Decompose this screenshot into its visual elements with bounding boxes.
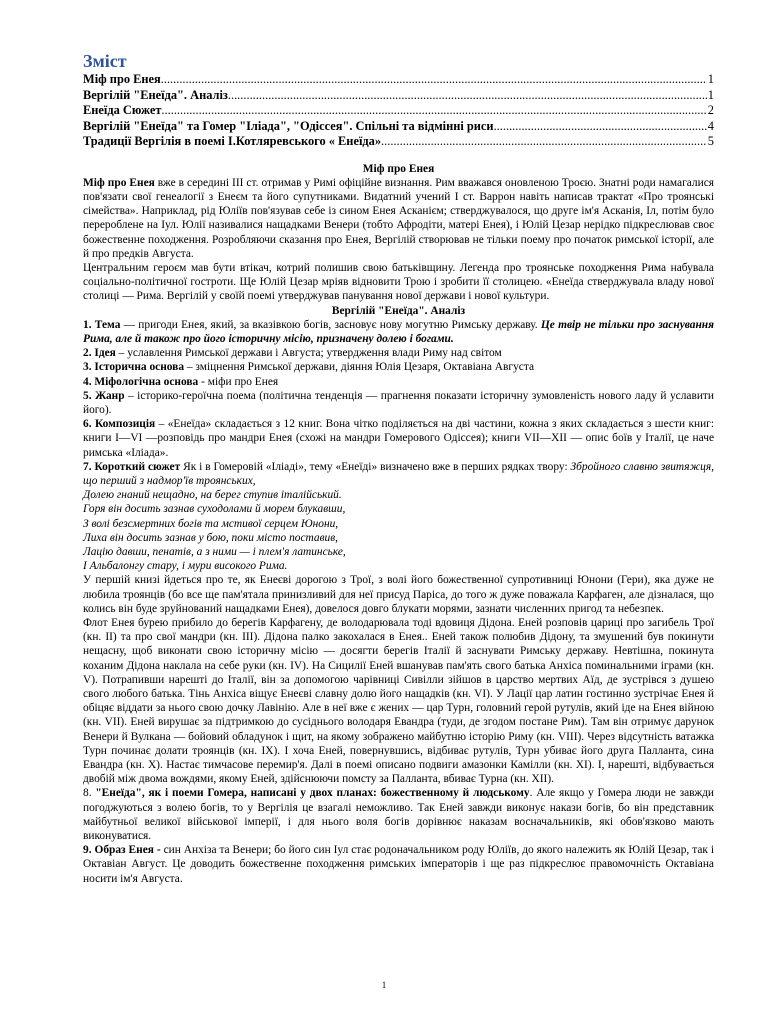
paragraph: Центральним героєм мав бути втікач, котрий полишив свою батьківщину. Легенда про троянське походження Рима набувала соціально-політичної гостроти. Ще Юлій Цезар мріяв відновити Трою і зробити її столицею. «Енеїда стверджувала владу нової столиці — Рима. Вергілій у своїй поемі утверджував панування нової держави і нової культури. bbox=[83, 261, 714, 303]
analysis-item-mythological: 4. Міфологічна основа - міфи про Енея bbox=[83, 375, 279, 388]
paragraph: Флот Енея бурею прибило до берегів Карфагену, де володарювала тоді вдовиця Дідона. Еней розповів цариці про загибель Трої (кн. II) та про свої мандри (кн. III). Дідона палко закохалася в Енея.. Еней також полюбив Дідону, та змушений був покинути нещасну, щоб виконати свою історичну місію — досягти берегів Італії й заснувати Римську державу. Невтішна, покинута коханим Дідона наклала на себе руки (кн. IV). На Сицилії Еней вшанував пам'ять свого батька Анхіса поминальними іграми (кн. V). Потрапивши нарешті до Італії, він за допомогою чарівниці Сивілли зійшов в царство мертвих Аїд, де зустрівся з душею свого любого батька. Тінь Анхіса віщує Енеєві славну долю його нащадків (кн. VI). У Лації цар латин гостинно зустрічає Енея й обіцяє віддати за нього свою дочку Лавінію. Але в неї вже є жених — цар Турн, головний герой рутулів, який іде на Енея війною (кн. VII). Еней вирушає за підтримкою до сусіднього володаря Евандра (туди, де згодом постане Рим). Там він отримує дарунок Венери й Вулкана — бойовий обладунок і щит, на якому зображено майбутню історію Риму (кн. VIII). Через відсутність ватажка Турн починає долати троянців (кн. IX). І хоча Еней, повернувшись, відбиває рутулів, Турн убиває його друга Палланта, сина Евандра (кн. X). Настає тимчасове перемир'я. Далі в поемі описано подвиги амазонки Камілли (кн. XI). І, нарешті, відбувається двобій між двома вождями, якому Еней, здійснюючи помсту за Палланта, вбиває Турна (кн. XII). bbox=[83, 617, 714, 786]
poem-line: І Альбалонгу стару, і мури високого Рима. bbox=[83, 560, 288, 573]
analysis-item-historical: 3. Історична основа – зміцнення Римської держави, діяння Юлія Цезаря, Октавіана Августа bbox=[83, 361, 535, 374]
analysis-item-aeneas-image: 9. Образ Енея - син Анхіза та Венери; бо його син Іул стає родоначальником роду Юліїв, до якого належить як Юлій Цезар, так і Октавіан Август. Це доводить божественне походження римських імператорів і ще раз підкреслює правомочність Октавіана носити ім'я Августа. bbox=[83, 844, 715, 885]
paragraph: Міф про Енея вже в середині III ст. отримав у Римі офіційне визнання. Рим вважався оновленою Троєю. Знатні роди намагалися пов'язати свої генеалогії з Енеєм та його супутниками. Видатний учений І ст. Варрон навіть написав трактат «Про троянські сімейства». Наприклад, рід Юліїв пов'язував себе із сином Енея Асканієм; стверджувалося, що друге ім'я Асканія, Іл, потім було перероблене на Іул. Юлії називалися нащадками Венери (тобто Афродіти, матері Енея), і Юлій Цезар нерідко підкреслював своє божественне походження. Розробляючи сказання про Енея, Вергілій створював не тільки поему про початок римської історії, але й про предків Августа. bbox=[83, 176, 714, 260]
analysis-item-idea: 2. Ідея – уславлення Римської держави і Августа; утвердження влади Риму над світом bbox=[83, 347, 502, 360]
paragraph: У першій книзі йдеться про те, як Енеєві дорогою з Трої, з волі його божественної супротивниці Юнони (Гери), яка дуже не любила троянців (бо все ще пам'ятала принизливий для неї присуд Паріса, до того ж дуже поважала Карфаген, але дізналася, що колись він буде зруйнований нащадками Енея), довелося довго блукати морями, зазнати численних пригод та небезпек. bbox=[83, 574, 714, 615]
page-number: 1 bbox=[381, 980, 387, 990]
poem-quote bbox=[83, 488, 714, 573]
poem-line: Лиха він досить зазнав у бою, поки місто поставив, bbox=[83, 531, 339, 544]
toc-item[interactable] bbox=[83, 119, 714, 135]
poem-line: Лацію давши, пенатів, а з ними — і плем'я латинське, bbox=[83, 545, 346, 558]
toc-item-page: 1 bbox=[707, 72, 714, 86]
analysis-item-composition: 6. Композиція – «Енеїда» складається з 12 книг. Вона чітко поділяється на дві частини, кожна з яких складається з шести книг: книги I—VI —розповідь про мандри Енея (схожі на мандри Гомерового Одіссея); книги VII—XII — опис боїв у Італії, це наче римська «Іліада». bbox=[83, 418, 715, 459]
toc-title: Зміст bbox=[83, 51, 127, 71]
toc-item-title: Міф про Енея bbox=[83, 72, 161, 86]
toc-item-title: Енеїда Сюжет bbox=[83, 103, 162, 117]
document-page bbox=[83, 50, 714, 886]
toc-item-page: 5 bbox=[707, 134, 714, 148]
toc-item[interactable] bbox=[83, 103, 714, 119]
section-heading: Вергілій "Енеїда". Аналіз bbox=[331, 304, 466, 317]
toc-item-page: 1 bbox=[707, 87, 714, 102]
toc-item-title: Традиції Вергілія в поемі І.Котляревського « Енеїда» bbox=[83, 134, 382, 148]
toc-item-title: Вергілій "Енеїда". Аналіз bbox=[83, 87, 228, 102]
poem-line: Горя він досить зазнав суходолами й морем блукавши, bbox=[83, 503, 346, 516]
section-myth bbox=[83, 162, 714, 304]
section-heading: Міф про Енея bbox=[362, 162, 435, 175]
poem-line: Долею гнаний нещадно, на берег ступив італійський. bbox=[83, 489, 342, 502]
analysis-item-genre: 5. Жанр – історико-героїчна поема (політична тенденція — прагнення показати історичну зумовленість нового ладу й уславити його). bbox=[83, 389, 715, 416]
toc-item[interactable] bbox=[83, 134, 714, 150]
analysis-item-theme: 1. Тема — пригоди Енея, який, за вказівкою богів, засновує нову могутню Римську державу. Це твір не тільки про заснування Рима, але й також про його історичну місію, призначену долею і богами. bbox=[83, 318, 714, 345]
section-analysis bbox=[83, 304, 714, 886]
toc-item[interactable] bbox=[83, 72, 714, 88]
table-of-contents bbox=[83, 50, 714, 150]
poem-line: З волі безсмертних богів та мстивої серцем Юнони, bbox=[83, 517, 339, 530]
analysis-item-plans: 8. "Енеїда", як і поеми Гомера, написані у двох планах: божественному й людському. Але якщо у Гомера люди не завжди погоджуються з волею богів, то у Вергілія це взагалі неможливо. Так Еней завжди виконує накази богів, бо він представник майбутньої великої військової імперії, і для нього воля богів дорівнює наказам восначальників, які обов'язково мають виконуватися. bbox=[83, 787, 714, 843]
toc-item-page: 4 bbox=[707, 118, 714, 133]
toc-item-page: 2 bbox=[707, 103, 714, 117]
toc-item-title: Вергілій "Енеїда" та Гомер "Іліада", "Одіссея". Спільні та відмінні риси bbox=[83, 118, 494, 133]
toc-item[interactable] bbox=[83, 88, 714, 104]
analysis-item-plot: 7. Короткий сюжет Як і в Гомеровій «Іліаді», тему «Енеїді» визначено вже в перших рядках твору: Збройного славню звитяжця, що перший з надмор'їв троянських, bbox=[83, 460, 714, 487]
